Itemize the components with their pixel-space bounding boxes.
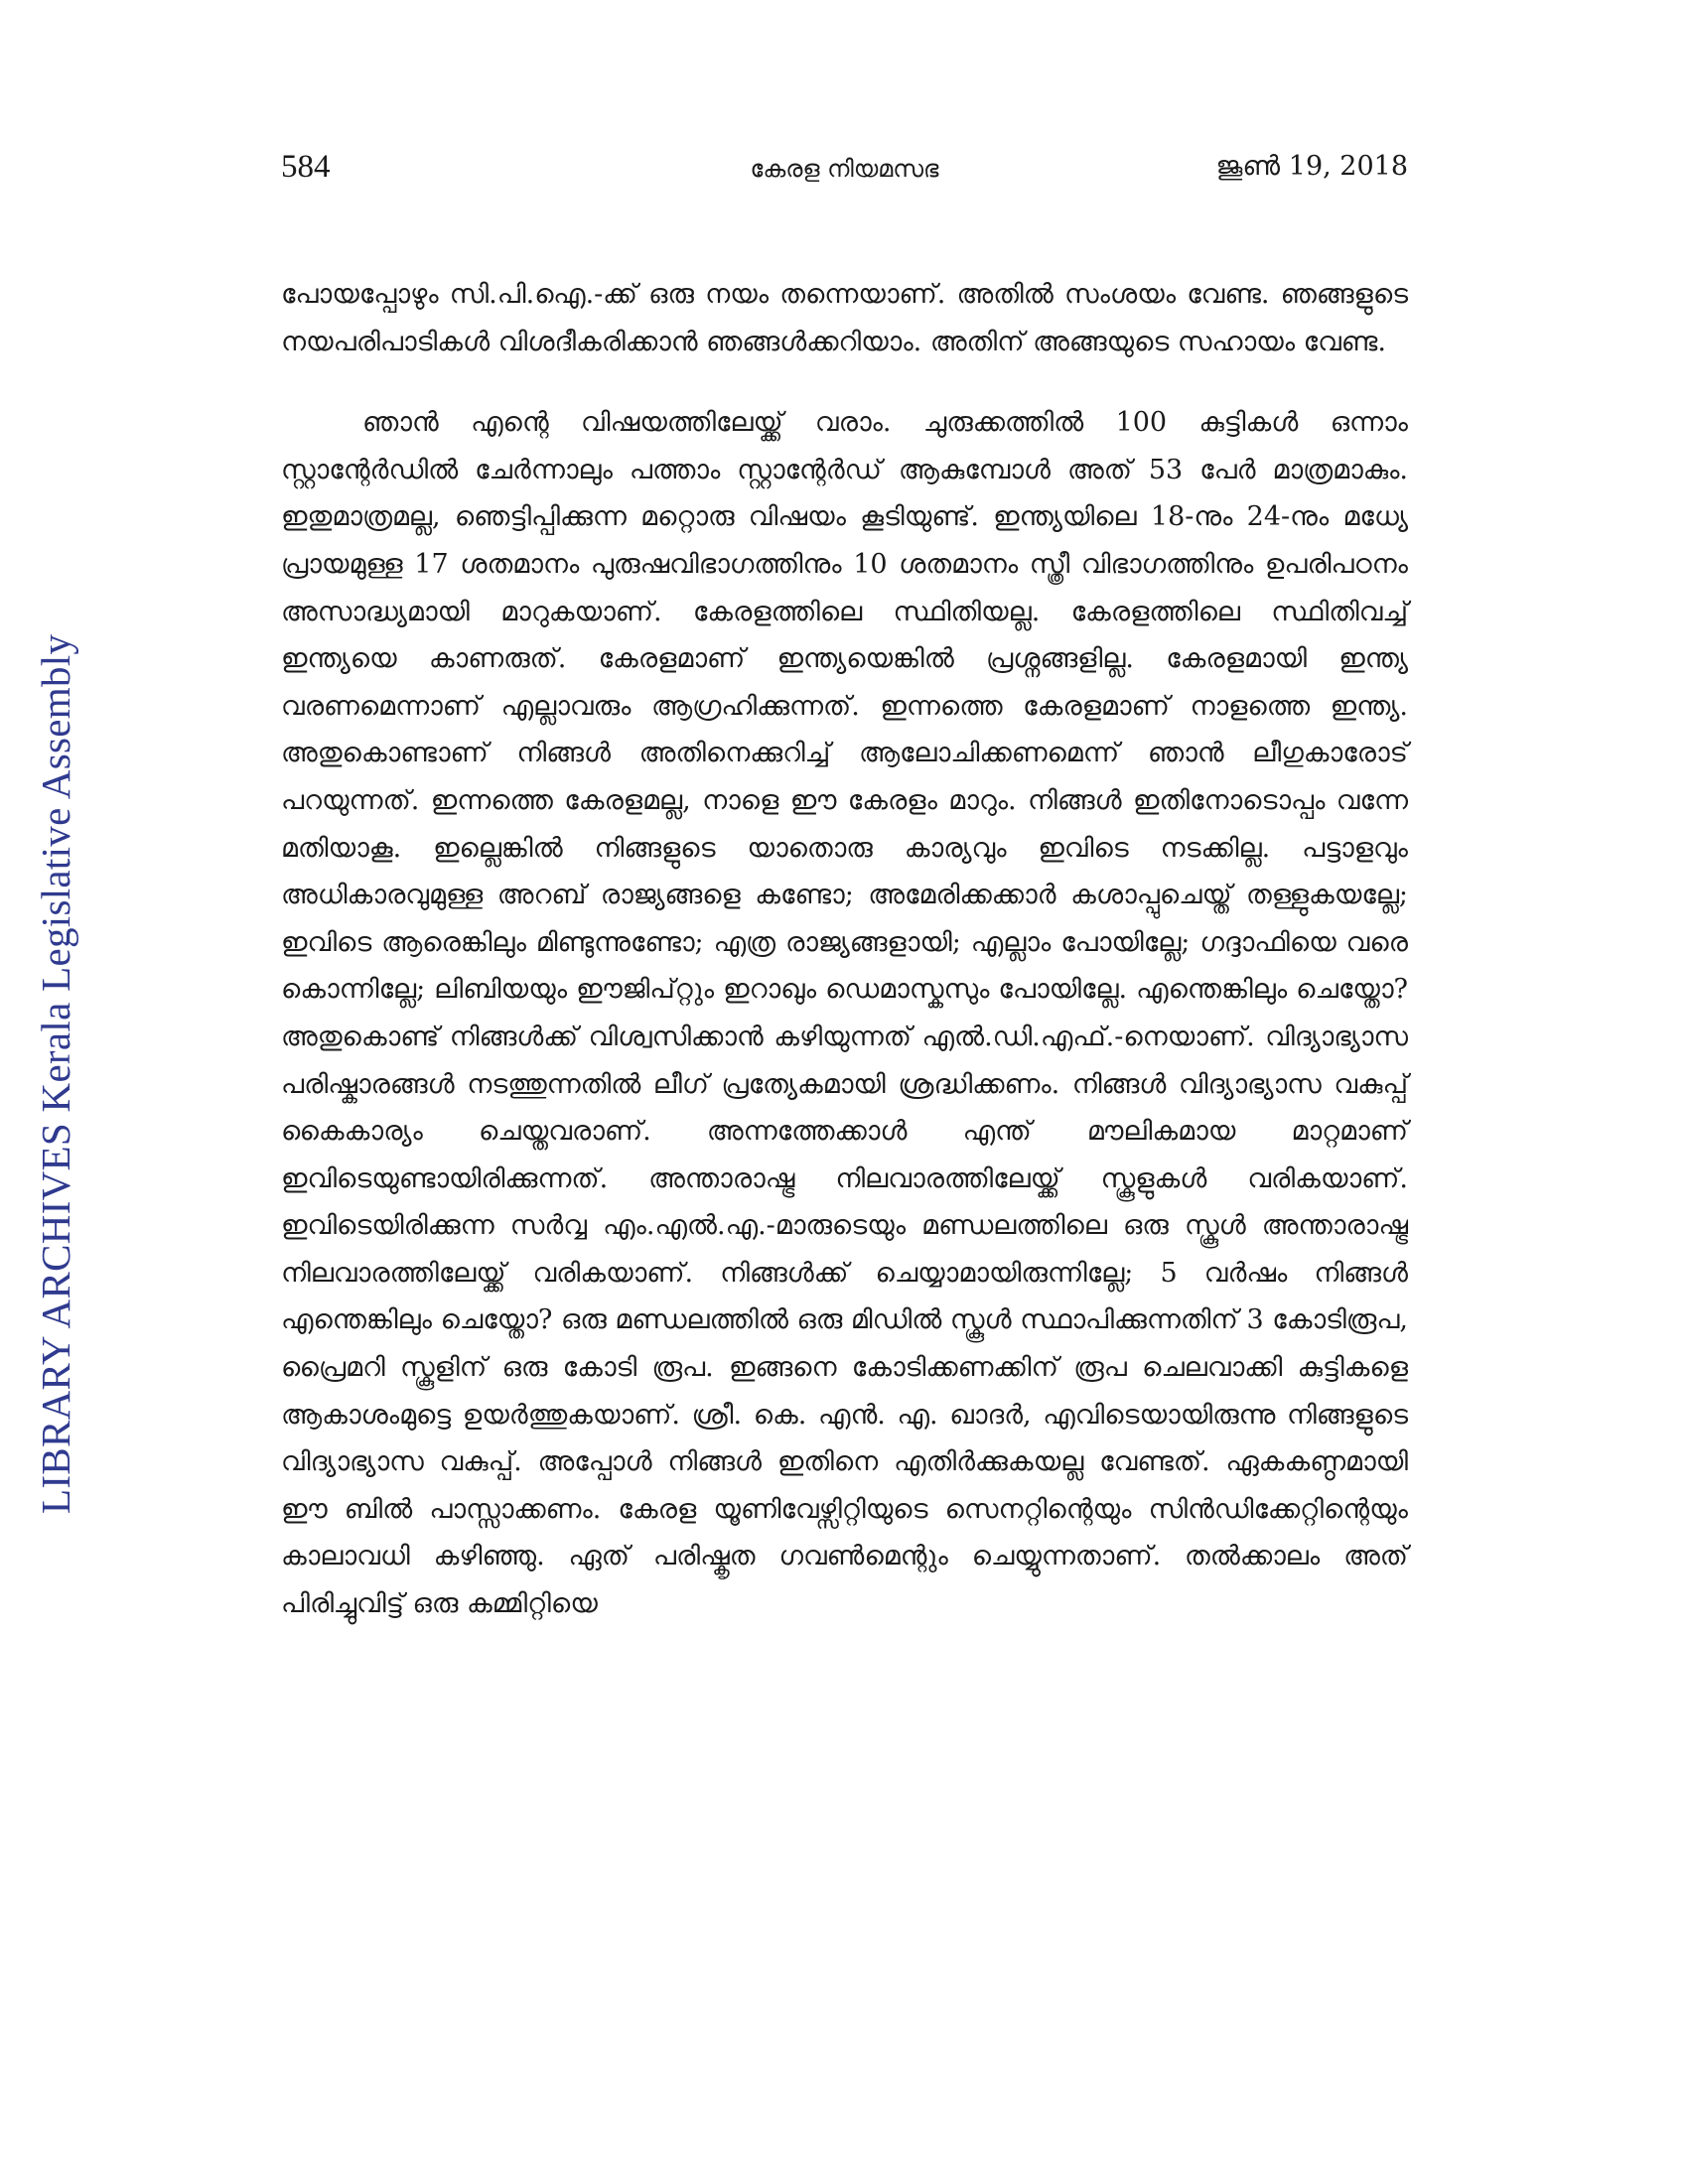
paragraph-1: പോയപ്പോഴും സി.പി.ഐ.-ക്ക് ഒരു നയം തന്നെയാണ്. അതിൽ സംശയം വേണ്ട. ഞങ്ങളുടെ നയപരിപാടികൾ വിശദീകരിക്കാൻ ഞങ്ങൾക്കറിയാം. അതിന് അങ്ങയുടെ സഹായം വേണ്ട. — [281, 279, 1408, 357]
header-date: ജൂൺ 19, 2018 — [1215, 151, 1408, 182]
library-archives-watermark: LIBRARY ARCHIVES Kerala Legislative Assembly — [33, 633, 78, 1514]
page-header — [281, 149, 1408, 199]
page-number: 584 — [281, 149, 331, 185]
running-title: കേരള നിയമസഭ — [750, 155, 939, 183]
document-body — [281, 271, 1408, 1628]
paragraph-2: ഞാൻ എന്റെ വിഷയത്തിലേയ്ക്ക് വരാം. ചുരുക്കത്തിൽ 100 കുട്ടികൾ ഒന്നാം സ്റ്റാന്റേർഡിൽ ചേർന്നാലും പത്താം സ്റ്റാന്റേർഡ് ആകുമ്പോൾ അത് 53 പേർ മാത്രമാകും. ഇതുമാത്രമല്ല, ഞെട്ടിപ്പിക്കുന്ന മറ്റൊരു വിഷയം കൂടിയുണ്ട്. ഇന്ത്യയിലെ 18-നും 24-നും മധ്യേ പ്രായമുള്ള 17 ശതമാനം പുരുഷവിഭാഗത്തിനും 10 ശതമാനം സ്ത്രീ വിഭാഗത്തിനും ഉപരിപഠനം അസാദ്ധ്യമായി മാറുകയാണ്. കേരളത്തിലെ സ്ഥിതിയല്ല. കേരളത്തിലെ സ്ഥിതിവച്ച് ഇന്ത്യയെ കാണരുത്. കേരളമാണ് ഇന്ത്യയെങ്കിൽ പ്രശ്നങ്ങളില്ല. കേരളമായി ഇന്ത്യ വരണമെന്നാണ് എല്ലാവരും ആഗ്രഹിക്കുന്നത്. ഇന്നത്തെ കേരളമാണ് നാളത്തെ ഇന്ത്യ. അതുകൊണ്ടാണ് നിങ്ങൾ അതിനെക്കുറിച്ച് ആലോചിക്കണമെന്ന് ഞാൻ ലീഗുകാരോട് പറയുന്നത്. ഇന്നത്തെ കേരളമല്ല, നാളെ ഈ കേരളം മാറും. നിങ്ങൾ ഇതിനോടൊപ്പം വന്നേ മതിയാകൂ. ഇല്ലെങ്കിൽ നിങ്ങളുടെ യാതൊരു കാര്യവും ഇവിടെ നടക്കില്ല. പട്ടാളവും അധികാരവുമുള്ള അറബ് രാജ്യങ്ങളെ കണ്ടോ; അമേരിക്കക്കാർ കശാപ്പുചെയ്ത് തള്ളുകയല്ലേ; ഇവിടെ ആരെങ്കിലും മിണ്ടുന്നുണ്ടോ; എത്ര രാജ്യങ്ങളായി; എല്ലാം പോയില്ലേ; ഗദ്ദാഫിയെ വരെ കൊന്നില്ലേ; ലിബിയയും ഈജിപ്റ്റും ഇറാഖും ഡെമാസ്കസും പോയില്ലേ. എന്തെങ്കിലും ചെയ്തോ? അതുകൊണ്ട് നിങ്ങൾക്ക് വിശ്വസിക്കാൻ കഴിയുന്നത് എൽ.ഡി.എഫ്.-നെയാണ്. വിദ്യാഭ്യാസ പരിഷ്കാരങ്ങൾ നടത്തുന്നതിൽ ലീഗ് പ്രത്യേകമായി ശ്രദ്ധിക്കണം. നിങ്ങൾ വിദ്യാഭ്യാസ വകുപ്പ് കൈകാര്യം ചെയ്തവരാണ്. അന്നത്തേക്കാൾ എന്ത് മൗലികമായ മാറ്റമാണ് ഇവിടെയുണ്ടായിരിക്കുന്നത്. അന്താരാഷ്ട്ര നിലവാരത്തിലേയ്ക്ക് സ്കൂളുകൾ വരികയാണ്. ഇവിടെയിരിക്കുന്ന സർവ്വ എം.എൽ.എ.-മാരുടെയും മണ്ഡലത്തിലെ ഒരു സ്കൂൾ അന്താരാഷ്ട്ര നിലവാരത്തിലേയ്ക്ക് വരികയാണ്. നിങ്ങൾക്ക് ചെയ്യാമായിരുന്നില്ലേ; 5 വർഷം നിങ്ങൾ എന്തെങ്കിലും ചെയ്തോ? ഒരു മണ്ഡലത്തിൽ ഒരു മിഡിൽ സ്കൂൾ സ്ഥാപിക്കുന്നതിന് 3 കോടിരൂപ, പ്രൈമറി സ്കൂളിന് ഒരു കോടി രൂപ. ഇങ്ങനെ കോടിക്കണക്കിന് രൂപ ചെലവാക്കി കുട്ടികളെ ആകാശംമുട്ടെ ഉയർത്തുകയാണ്. ശ്രീ. കെ. എൻ. എ. ഖാദർ, എവിടെയായിരുന്നു നിങ്ങളുടെ വിദ്യാഭ്യാസ വകുപ്പ്. അപ്പോൾ നിങ്ങൾ ഇതിനെ എതിർക്കുകയല്ല വേണ്ടത്. ഏകകണ്ഠമായി ഈ ബിൽ പാസ്സാക്കണം. കേരള യൂണിവേഴ്സിറ്റിയുടെ സെനറ്റിന്റെയും സിൻഡിക്കേറ്റിന്റെയും കാലാവധി കഴിഞ്ഞു. ഏത് പരിഷ്കൃത ഗവൺമെന്റും ചെയ്യുന്നതാണ്. തൽക്കാലം അത് പിരിച്ചുവിട്ട് ഒരു കമ്മിറ്റിയെ — [281, 407, 1408, 1620]
